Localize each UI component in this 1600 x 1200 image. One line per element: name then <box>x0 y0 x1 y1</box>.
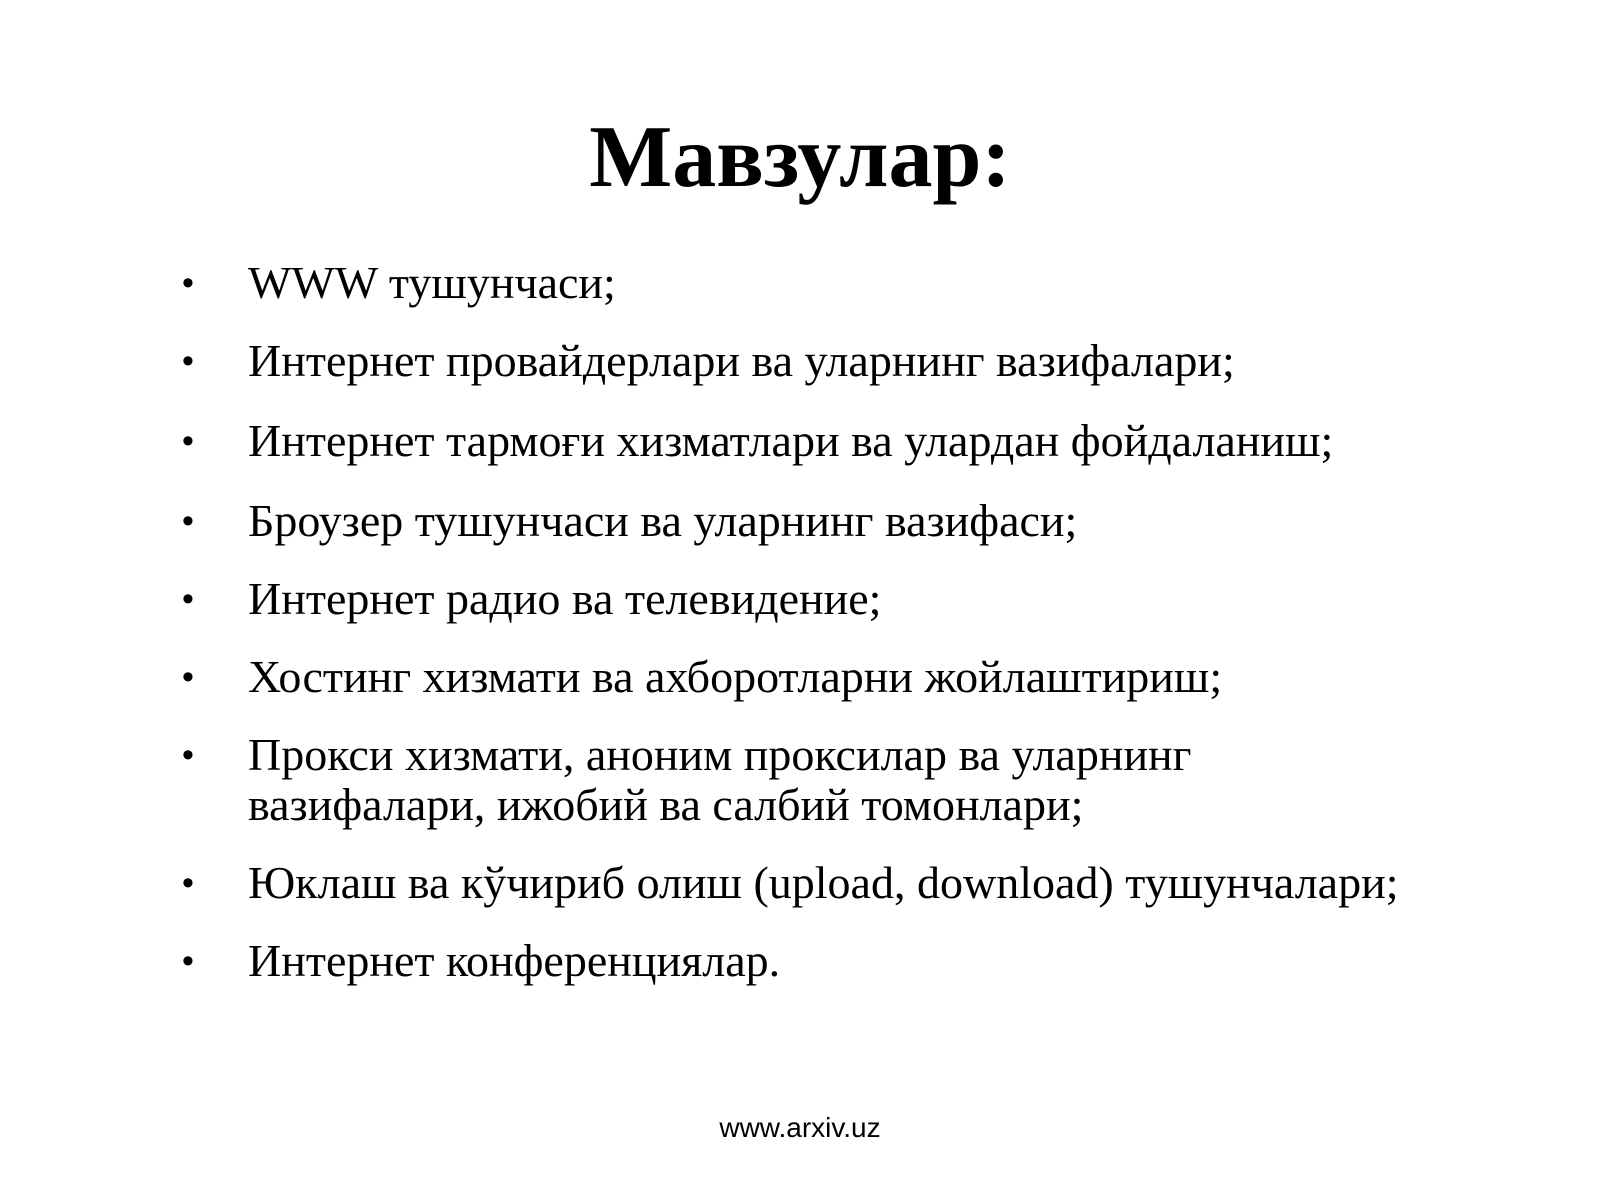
topic-text: WWW тушунчаси; <box>248 257 616 308</box>
topic-text: Интернет радио ва телевидение; <box>248 573 882 624</box>
topic-text: Броузер тушунчаси ва уларнинг вазифаси; <box>248 495 1078 546</box>
footer-url: www.arxiv.uz <box>719 1112 881 1143</box>
bullet-icon: • <box>182 580 194 618</box>
bullet-icon: • <box>182 502 194 540</box>
bullet-icon: • <box>182 736 194 774</box>
bullet-icon: • <box>182 264 194 302</box>
bullet-icon: • <box>182 422 194 460</box>
topic-text: Хостинг хизмати ва ахборотларни жойлаштириш; <box>248 651 1223 702</box>
topic-text: Юклаш ва кўчириб олиш (upload, download) тушунчалари; <box>248 857 1399 908</box>
topic-text: Интернет конференциялар. <box>248 935 781 986</box>
bullet-icon: • <box>182 342 194 380</box>
topic-text: Интернет тармоғи хизматлари ва улардан фойдаланиш; <box>248 415 1334 466</box>
bullet-icon: • <box>182 864 194 902</box>
bullet-icon: • <box>182 658 194 696</box>
topic-text: Интернет провайдерлари ва уларнинг вазифалари; <box>248 335 1235 386</box>
bullet-icon: • <box>182 942 194 980</box>
slide-title: Мавзулар: <box>589 109 1011 206</box>
topic-text: Прокси хизмати, аноним проксилар ва уларнинг вазифалари, ижобий ва салбий томонлари; <box>248 729 1192 830</box>
